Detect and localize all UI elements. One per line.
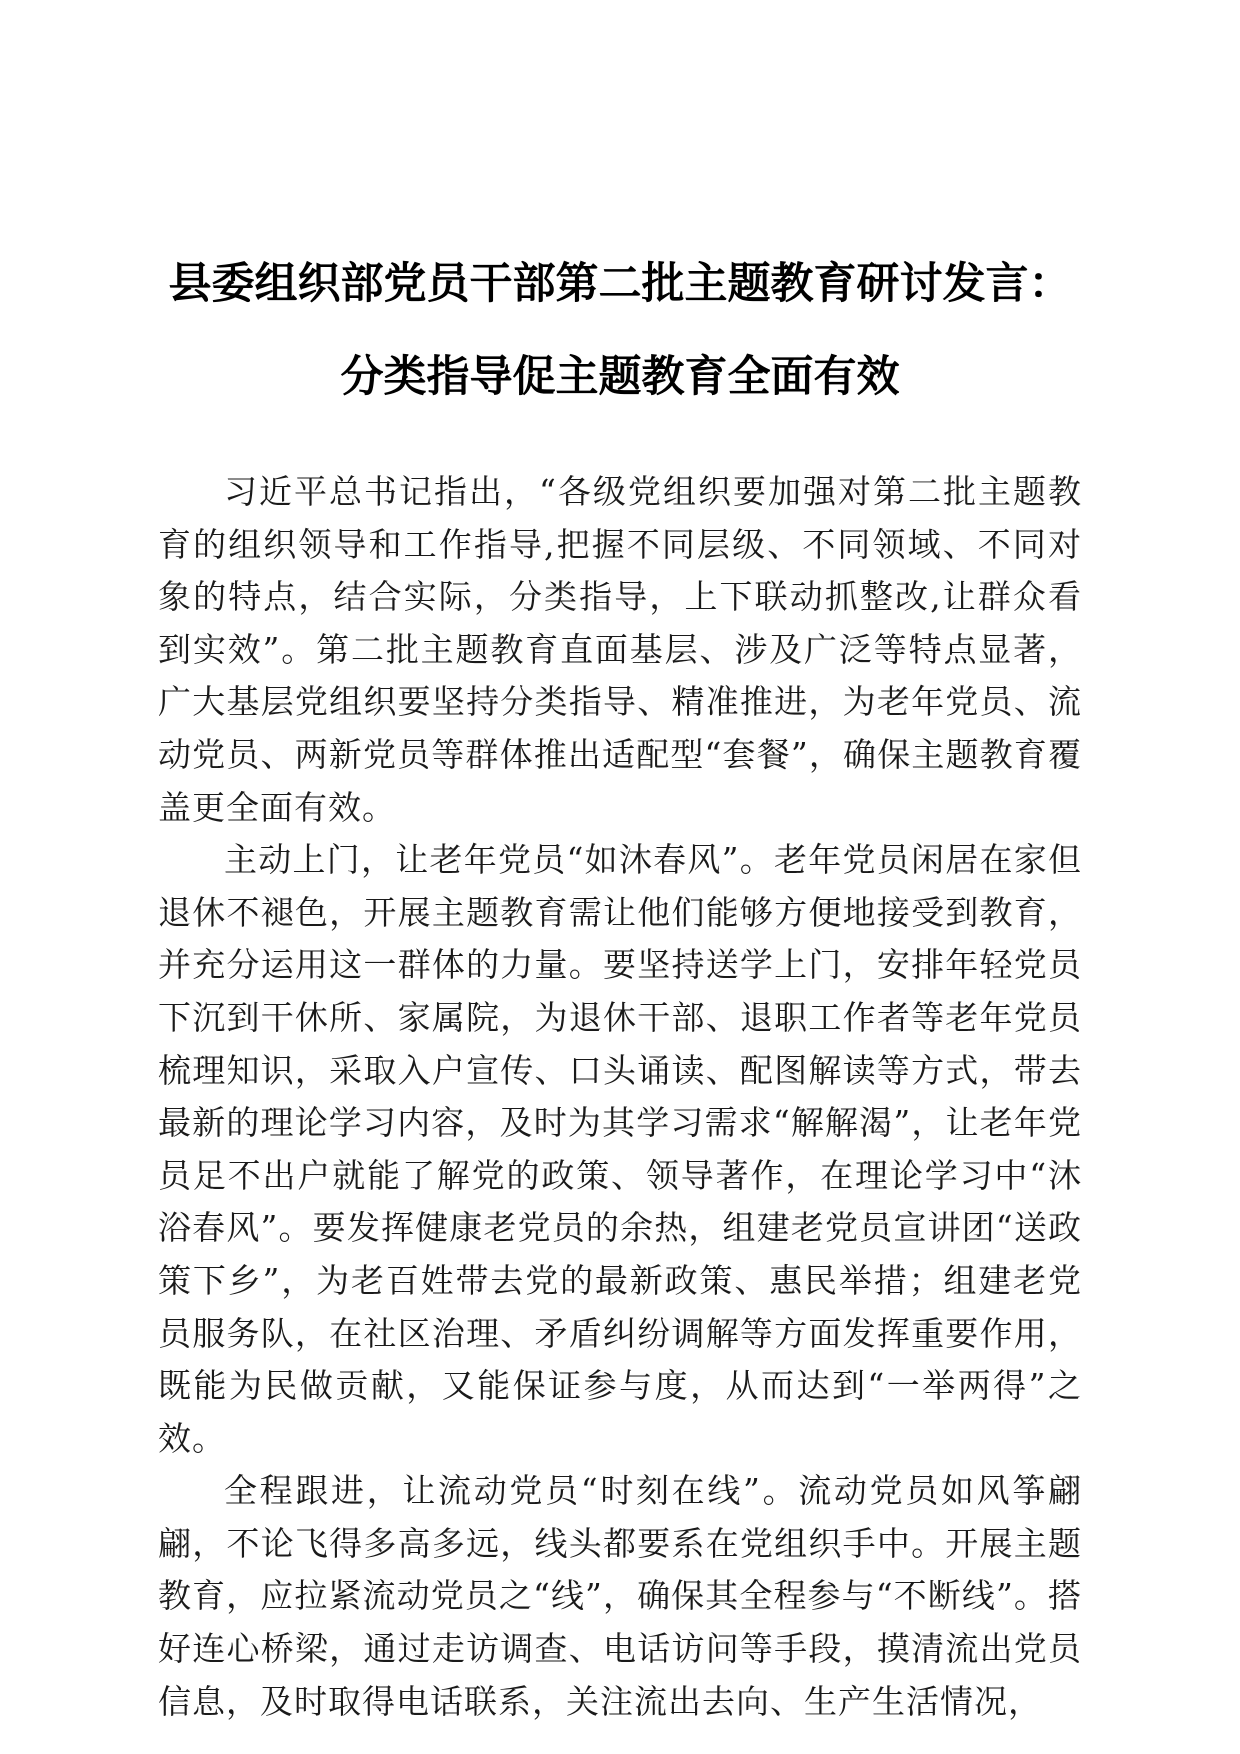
body-paragraph-1: 习近平总书记指出，“各级党组织要加强对第二批主题教育的组织领导和工作指导,把握不同层级、不同领域、不同对象的特点，结合实际，分类指导，上下联动抓整改,让群众看到实效”。第二批主题教育直面基层、涉及广泛等特点显著，广大基层党组织要坚持分类指导、精准推进，为老年党员、流动党员、两新党员等群体推出适配型“套餐”，确保主题教育覆盖更全面有效。 [158,472,1082,827]
document-title-line-1: 县委组织部党员干部第二批主题教育研讨发言： [168,259,1072,309]
body-paragraph-3: 全程跟进，让流动党员“时刻在线”。流动党员如风筝翩翩，不论飞得多高多远，线头都要系在党组织手中。开展主题教育，应拉紧流动党员之“线”，确保其全程参与“不断线”。搭好连心桥梁，通过走访调查、电话访问等手段，摸清流出党员信息，及时取得电话联系，关注流出去向、生产生活情况， [158,1471,1082,1721]
document-body [158,466,1082,1728]
body-paragraph-2: 主动上门，让老年党员“如沐春风”。老年党员闲居在家但退休不褪色，开展主题教育需让他们能够方便地接受到教育，并充分运用这一群体的力量。要坚持送学上门，安排年轻党员下沉到干休所、家属院，为退休干部、退职工作者等老年党员梳理知识，采取入户宣传、口头诵读、配图解读等方式，带去最新的理论学习内容，及时为其学习需求“解解渴”，让老年党员足不出户就能了解党的政策、领导著作，在理论学习中“沐浴春风”。要发挥健康老党员的余热，组建老党员宣讲团“送政策下乡”，为老百姓带去党的最新政策、惠民举措；组建老党员服务队，在社区治理、矛盾纠纷调解等方面发挥重要作用，既能为民做贡献，又能保证参与度，从而达到“一举两得”之效。 [158,840,1082,1458]
document-title-line-2: 分类指导促主题教育全面有效 [340,352,900,402]
